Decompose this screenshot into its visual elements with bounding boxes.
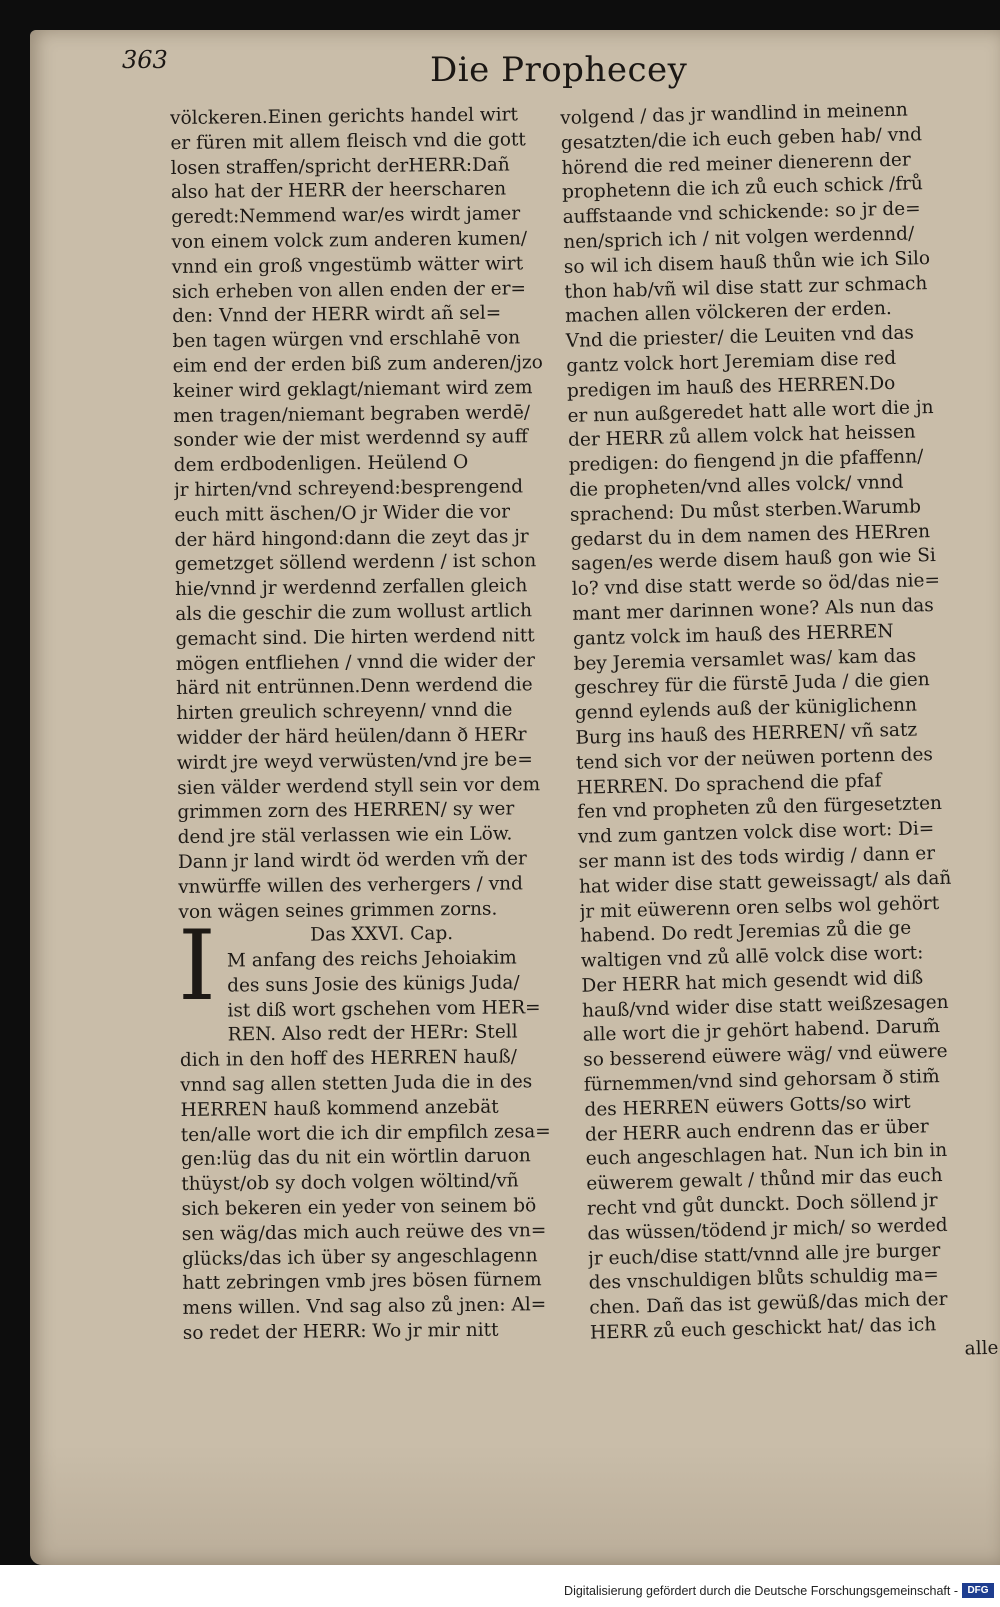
text-line: hie/vnnd jr werdennd zerfallen gleich <box>174 575 528 601</box>
dfg-logo: DFG <box>962 1583 994 1598</box>
text-line: von wägen seines grimmen zorns. <box>178 898 498 923</box>
text-line: dem erdbodenligen. Heülend O <box>173 452 469 477</box>
text-line: HERREN. Do sprachend die pfaf <box>576 769 882 799</box>
text-line: prophetenn die ich zů euch schick /frů <box>561 173 924 204</box>
text-line: sien välder werdend styll sein vor dem <box>177 773 541 799</box>
text-line: der härd hingond:dann die zeyt das jr <box>174 525 529 551</box>
text-line: jr mit eüwerenn oren selbs wol gehört <box>579 892 940 923</box>
left-text-column <box>170 103 589 1347</box>
text-line: ten/alle wort die ich dir empfilch zesa= <box>180 1120 551 1146</box>
text-line: gemetzget söllend werdenn / ist schon <box>174 550 537 576</box>
text-line: sprachend: Du můst sterben.Warumb <box>569 496 922 526</box>
text-line: M anfang des reichs Jehoiakim <box>226 947 517 972</box>
text-line: gedarst du in dem namen des HERren <box>570 520 931 551</box>
text-line: tend sich vor der neüwen portenn des <box>575 743 934 774</box>
text-line: mant mer darinnen wone? Als nun das <box>572 594 935 625</box>
text-line: des vnschuldigen blůts schuldig ma= <box>588 1264 940 1295</box>
text-line: grimmen zorn des HERREN/ sy wer <box>177 798 515 824</box>
page-number: 363 <box>122 46 168 74</box>
text-line: Vnd die priester/ die Leuiten vnd das <box>565 322 915 353</box>
text-line: er füren mit allem fleisch vnd die gott <box>170 129 526 154</box>
funding-credit: Digitalisierung gefördert durch die Deutsche Forschungsgemeinschaft - <box>564 1584 958 1598</box>
text-line: hörend die red meiner dienerenn der <box>561 149 911 179</box>
text-line: fen vnd propheten zů den fürgesetzten <box>576 793 943 824</box>
text-line: als die geschir die zum wollust artlich <box>175 600 533 625</box>
text-line: vnwürffe willen des verhergers / vnd <box>178 873 523 898</box>
text-line: eüwerem gewalt / thůnd mir das euch <box>586 1165 943 1195</box>
text-line: keiner wird geklagt/niemant wird zem <box>172 376 533 402</box>
digitization-footer <box>0 1565 1000 1607</box>
text-line: so besserend eüwere wäg/ vnd eüwere <box>583 1041 948 1071</box>
text-line: glücks/das ich über sy angeschlagenn <box>181 1244 538 1270</box>
text-line: hirten greulich schreyenn/ vnnd die <box>176 699 513 725</box>
text-line: sich erheben von allen enden der er= <box>171 277 527 303</box>
text-line: härd nit entrünnen.Denn werdend die <box>175 674 533 700</box>
text-line: sich bekeren ein yeder von seinem bö <box>181 1195 537 1221</box>
text-line: losen straffen/spricht derHERR:Dañ <box>170 154 510 179</box>
text-line: also hat der HERR der heerscharen <box>170 178 507 204</box>
text-line: gemacht sind. Die hirten werdend nitt <box>175 624 535 650</box>
text-line: volgend / das jr wandlind in meinenn <box>560 99 909 129</box>
text-line: HERR zů euch geschickt hat/ das ich <box>589 1314 937 1344</box>
text-line: geschrey für die fürstē Juda / die gien <box>573 669 930 700</box>
text-line: gen:lüg das du nit ein wörtlin daruon <box>180 1145 531 1171</box>
text-line: jr euch/dise statt/vnnd alle jre burger <box>587 1239 941 1270</box>
text-line: die propheten/vnd alles volck/ vnnd <box>569 471 904 501</box>
right-text-column <box>560 97 999 1371</box>
text-line: den: Vnnd der HERR wirdt añ sel= <box>172 302 502 328</box>
text-line: vnd zum gantzen volck dise wort: Di= <box>577 818 935 848</box>
text-line: auffstaande vnd schickende: so jr de= <box>562 198 921 229</box>
text-line: ben tagen würgen vnd erschlahē von <box>172 327 521 353</box>
text-line: lo? vnd dise statt werde so öd/das nie= <box>571 570 941 600</box>
text-line: ist diß wort gschehen vom HER= <box>227 996 541 1022</box>
text-line: chen. Dañ das ist gewüß/das mich der <box>589 1289 948 1319</box>
text-line: widder der härd heülen/dann ð HERr <box>176 724 527 749</box>
text-line: des HERREN eüwers Gotts/so wirt <box>584 1091 911 1121</box>
text-line: predigen: do fiengend jn die pfaffenn/ <box>568 446 924 477</box>
text-line: so redet der HERR: Wo jr mir nitt <box>182 1319 499 1344</box>
text-line: hauß/vnd wider dise statt weißzesagen <box>581 991 949 1022</box>
text-line: dend jre stäl verlassen wie ein Löw. <box>177 823 513 849</box>
text-line: habend. Do redt Jeremias zů die ge <box>580 917 912 948</box>
text-line: predigen im hauß des HERREN.Do <box>566 372 896 402</box>
text-line: fürnemmen/vnd sind gehorsam ð stim̃ <box>583 1066 940 1096</box>
text-line: Dann jr land wirdt öd werden vm̃ der <box>177 848 527 873</box>
text-line: völckeren.Einen gerichts handel wirt <box>170 104 519 129</box>
text-line: thon hab/vñ wil dise statt zur schmach <box>564 272 928 303</box>
text-line: euch angeschlagen hat. Nun ich bin in <box>585 1140 948 1171</box>
text-line: vnnd sag allen stetten Juda die in des <box>180 1071 533 1097</box>
running-title: Die Prophecey <box>430 50 688 90</box>
text-line: Burg ins hauß des HERREN/ vñ satz <box>575 719 918 749</box>
text-line: dich in den hoff des HERREN hauß/ <box>179 1046 518 1072</box>
text-line: thüyst/ob sy doch volgen wöltind/vñ <box>181 1170 519 1196</box>
text-line: alle wort die jr gehört habend. Darum̃ <box>582 1016 941 1047</box>
text-line: sonder wie der mist werdennd sy auff <box>173 426 528 452</box>
text-line: vnnd ein groß vngestümb wätter wirt <box>171 253 524 278</box>
text-line: nen/sprich ich / nit volgen werdennd/ <box>563 223 915 253</box>
text-line: recht vnd gůt dunckt. Doch söllend jr <box>586 1190 938 1220</box>
text-line: gantz volck hort Jeremiam dise red <box>566 347 897 377</box>
text-line: HERREN hauß kommend anzebät <box>180 1096 499 1121</box>
text-line: der HERR auch endrenn das er über <box>584 1115 929 1146</box>
text-line: mens willen. Vnd sag also zů jnen: Al= <box>182 1294 547 1320</box>
catchword: alle <box>964 1337 999 1360</box>
text-line: so wil ich disem hauß thůn wie ich Silo <box>563 247 931 278</box>
text-line: sen wäg/das mich auch reüwe des vn= <box>181 1219 547 1245</box>
text-line: gantz volck im hauß des HERREN <box>572 620 894 650</box>
text-line: sagen/es werde disem hauß gon wie Si <box>570 545 937 576</box>
text-line: gesatzten/die ich euch geben hab/ vnd <box>560 123 923 154</box>
text-line: waltigen vnd zů allē volck dise wort: <box>580 942 924 972</box>
text-line: Der HERR hat mich gesendt wid diß <box>581 967 924 997</box>
text-line: er nun außgeredet hatt alle wort die jn <box>567 396 934 427</box>
text-line: men tragen/niemant begraben werdē/ <box>173 401 531 427</box>
text-line: geredt:Nemmend war/es wirdt jamer <box>171 203 521 229</box>
text-line: REN. Also redt der HERr: Stell <box>227 1021 518 1046</box>
text-line: wirdt jre weyd verwüsten/vnd jre be= <box>176 748 533 774</box>
text-line: hat wider dise statt geweissagt/ als dañ <box>578 867 952 898</box>
text-line: bey Jeremia versamlet was/ kam das <box>573 644 917 675</box>
text-line: mögen entfliehen / vnnd die wider der <box>175 649 535 675</box>
text-line: eim end der erden biß zum anderen/jzo <box>172 352 543 377</box>
chapter-heading: Das XXVI. Cap. <box>310 923 454 946</box>
text-line: des suns Josie des künigs Juda/ <box>227 972 520 997</box>
text-line: der HERR zů allem volck hat heissen <box>567 421 916 452</box>
text-line: ser mann ist des tods wirdig / dann er <box>578 842 936 873</box>
drop-cap-initial: I <box>178 910 216 1022</box>
text-line: hatt zebringen vmb jres bösen fürnem <box>182 1269 542 1295</box>
text-line: machen allen völckeren der erden. <box>564 298 893 328</box>
text-line: gennd eylends auß der küniglichenn <box>574 694 918 724</box>
text-line: von einem volck zum anderen kumen/ <box>171 228 528 253</box>
text-line: jr hirten/vnd schreyend:besprengend <box>173 476 524 501</box>
text-line: das wüssen/tödend jr mich/ so werded <box>587 1214 948 1245</box>
text-line: euch mitt äschen/O jr Wider die vor <box>174 501 511 526</box>
